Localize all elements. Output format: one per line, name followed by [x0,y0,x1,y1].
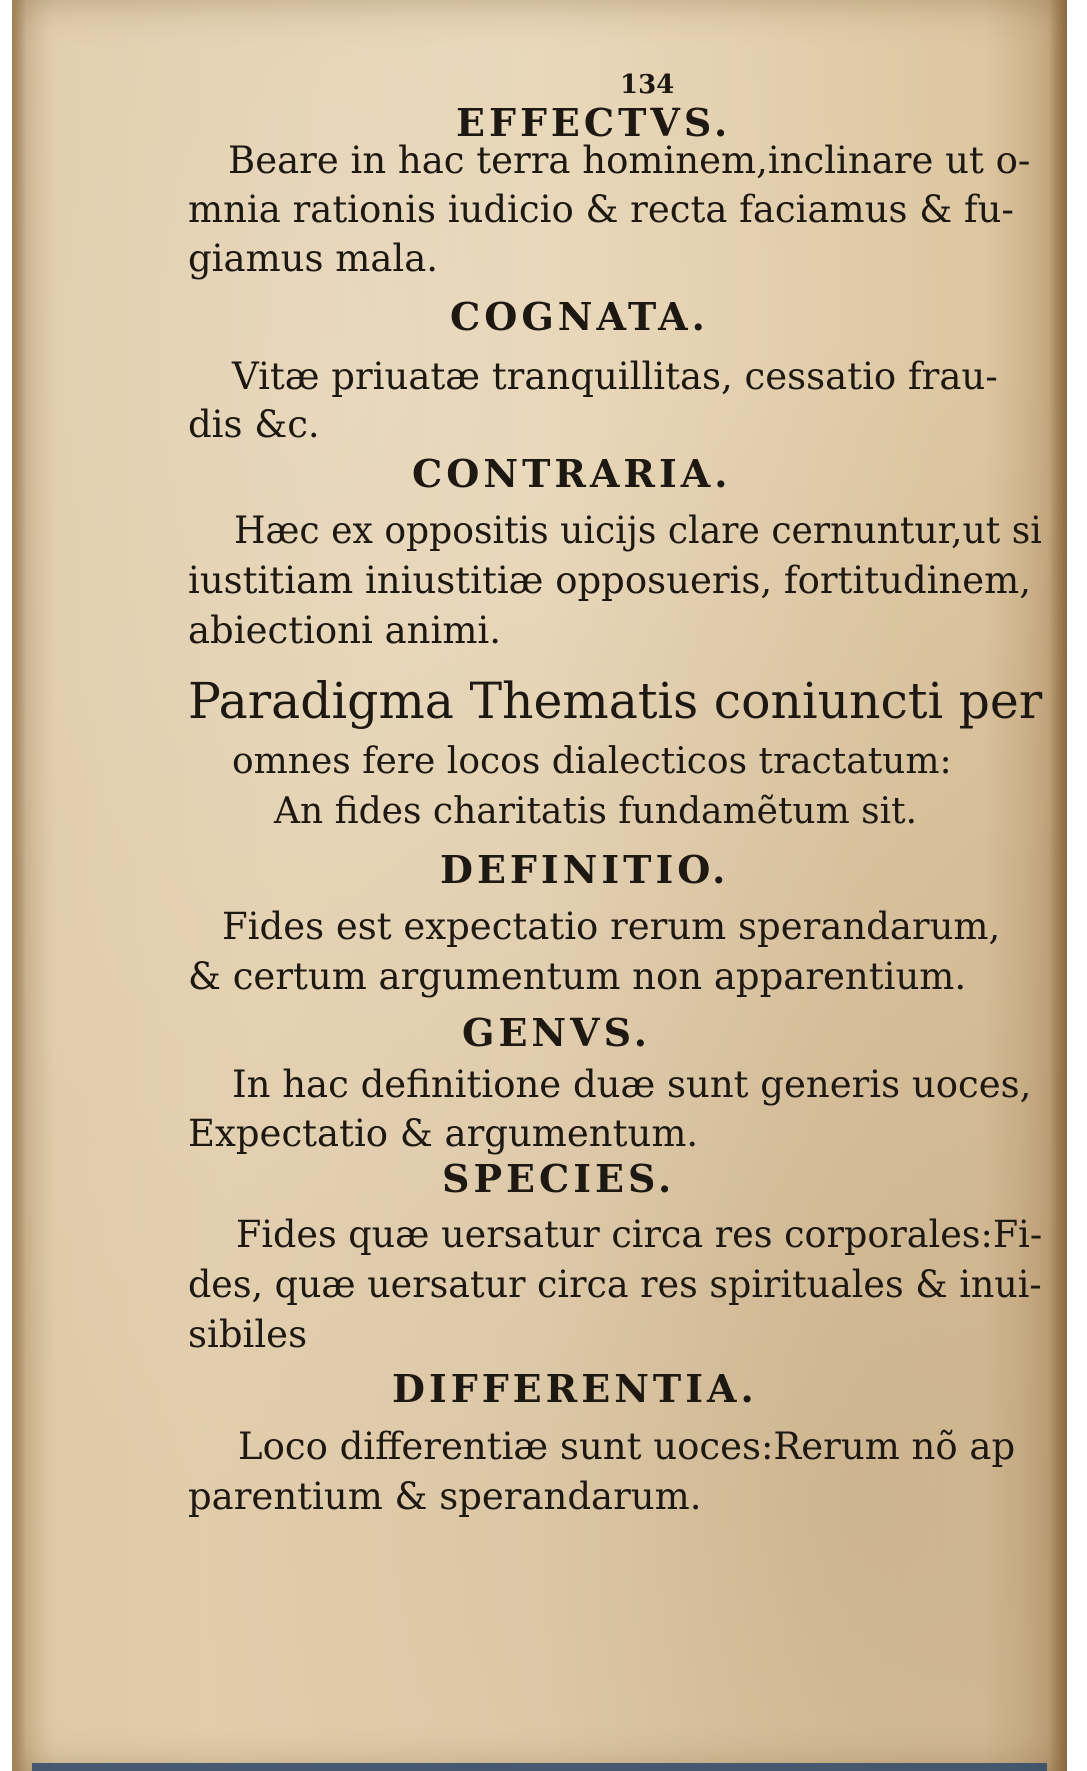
definitio-line-2: & certum argumentum non apparentium. [188,955,967,998]
bottom-strip [32,1763,1047,1771]
paradigm-subtitle-1: omnes fere locos dialecticos tractatum: [232,741,952,782]
effectus-line-3: giamus mala. [188,237,439,280]
heading-definitio: DEFINITIO. [440,847,730,892]
contraria-line-2: iustitiam iniustitiæ opposueris, fortitudinem, [188,559,1032,602]
paradigm-title: Paradigma Thematis coniuncti per [188,672,1043,730]
page-edge-left [12,0,26,1771]
heading-species: SPECIES. [442,1156,676,1201]
effectus-line-1: Beare in hac terra hominem,inclinare ut o- [228,139,1031,182]
genus-line-2: Expectatio & argumentum. [188,1112,699,1155]
differentia-line-1: Loco differentiæ sunt uoces:Rerum nõ ap [238,1425,1016,1468]
heading-differentia: DIFFERENTIA. [392,1366,758,1411]
species-line-2: des, quæ uersatur circa res spirituales & inui- [188,1263,1042,1306]
contraria-line-3: abiectioni animi. [188,609,502,652]
species-line-1: Fides quæ uersatur circa res corporales:Fi- [236,1213,1043,1256]
species-line-3: sibiles [188,1313,308,1356]
cognata-line-2: dis &c. [188,403,320,446]
genus-line-1: In hac definitione duæ sunt generis uoces, [232,1063,1032,1106]
definitio-line-1: Fides est expectatio rerum sperandarum, [222,905,1001,948]
heading-effectus: EFFECTVS. [456,100,732,145]
differentia-line-2: parentium & sperandarum. [188,1475,702,1518]
heading-contraria: CONTRARIA. [412,451,732,496]
paradigm-subtitle-2: An fides charitatis fundamẽtum sit. [274,791,918,832]
cognata-line-1: Vitæ priuatæ tranquillitas, cessatio frau- [232,355,998,398]
heading-cognata: COGNATA. [450,294,709,339]
page-number: 134 [620,70,675,100]
book-page [12,0,1067,1771]
contraria-line-1: Hæc ex oppositis uicijs clare cernuntur,ut si [234,509,1042,552]
heading-genus: GENVS. [462,1010,651,1055]
effectus-line-2: mnia rationis iudicio & recta faciamus & fu- [188,188,1014,231]
page-edge-right [1049,0,1067,1771]
